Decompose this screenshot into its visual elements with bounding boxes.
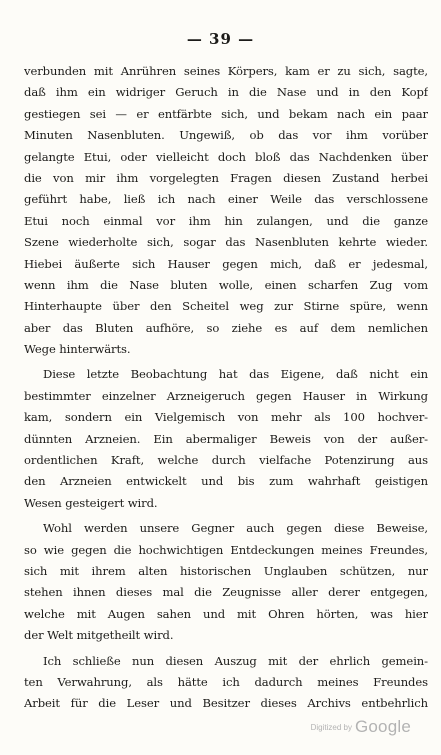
- text-line: aber das Bluten aufhöre, so ziehe es auf dem nemlichen: [24, 320, 428, 335]
- text-line: kam, sondern ein Vielgemisch von mehr als 100 hochver-: [24, 410, 428, 425]
- text-line: Hinterhaupte über den Scheitel weg zur Stirne spüre, wenn: [24, 299, 428, 314]
- page-number: — 39 —: [186, 30, 255, 48]
- text-line: Arbeit für die Leser und Besitzer dieses Archivs entbehrlich: [24, 696, 428, 711]
- text-line: dünnten Arzneien. Ein abermaliger Beweis von der außer-: [24, 431, 428, 446]
- text-line: Wohl werden unsere Gegner auch gegen diese Beweise,: [43, 521, 428, 536]
- text-line: Diese letzte Beobachtung hat das Eigene, daß nicht ein: [43, 367, 428, 382]
- paragraph-2: [24, 364, 428, 514]
- paragraph-4: [24, 651, 428, 715]
- text-line: verbunden mit Anrühren seines Körpers, kam er zu sich, sagte,: [24, 64, 428, 78]
- google-logo: Google: [354, 717, 411, 736]
- google-watermark: [311, 717, 411, 737]
- watermark-prefix: Digitized by: [310, 723, 352, 732]
- text-line: Wege hinterwärts.: [24, 342, 131, 357]
- text-line: sich mit ihrem alten historischen Unglauben schützen, nur: [24, 563, 428, 578]
- text-line: welche mit Augen sahen und mit Ohren hörten, was hier: [24, 606, 428, 621]
- text-line: Wesen gesteigert wird.: [24, 495, 158, 510]
- body-text: [24, 61, 428, 715]
- text-line: gestiegen sei — er entfärbte sich, und bekam nach ein paar: [24, 106, 428, 121]
- text-line: Ich schließe nun diesen Auszug mit der ehrlich gemein-: [43, 653, 428, 668]
- text-line: wenn ihm die Nase bluten wolle, einen scharfen Zug vom: [24, 277, 428, 292]
- paragraph-3: [24, 518, 428, 646]
- text-line: ordentlichen Kraft, welche durch vielfache Potenzirung aus: [24, 453, 428, 468]
- text-line: die von mir ihm vorgelegten Fragen diesen Zustand herbei: [24, 170, 428, 185]
- text-line: Minuten Nasenbluten. Ungewiß, ob das vor ihm vorüber: [24, 128, 428, 143]
- text-line: stehen ihnen dieses mal die Zeugnisse aller derer entgegen,: [24, 585, 428, 600]
- text-line: geführt habe, ließ ich nach einer Weile das verschlossene: [24, 192, 428, 207]
- text-line: der Welt mitgetheilt wird.: [24, 628, 174, 643]
- text-line: gelangte Etui, oder vielleicht doch bloß das Nachdenken über: [24, 149, 428, 164]
- text-line: daß ihm ein widriger Geruch in die Nase und in den Kopf: [24, 85, 428, 100]
- text-line: den Arzneien entwickelt und bis zum wahrhaft geistigen: [24, 474, 428, 489]
- text-line: ten Verwahrung, als hätte ich dadurch meines Freundes: [24, 674, 428, 689]
- text-line: bestimmter einzelner Arzneigeruch gegen Hauser in Wirkung: [24, 388, 428, 403]
- text-line: Etui noch einmal vor ihm hin zulangen, und die ganze: [24, 213, 428, 228]
- text-line: so wie gegen die hochwichtigen Entdeckungen meines Freundes,: [24, 542, 428, 557]
- text-line: Szene wiederholte sich, sogar das Nasenbluten kehrte wieder.: [24, 235, 428, 250]
- text-line: Hiebei äußerte sich Hauser gegen mich, daß er jedesmal,: [24, 256, 428, 271]
- paragraph-1: [24, 61, 428, 360]
